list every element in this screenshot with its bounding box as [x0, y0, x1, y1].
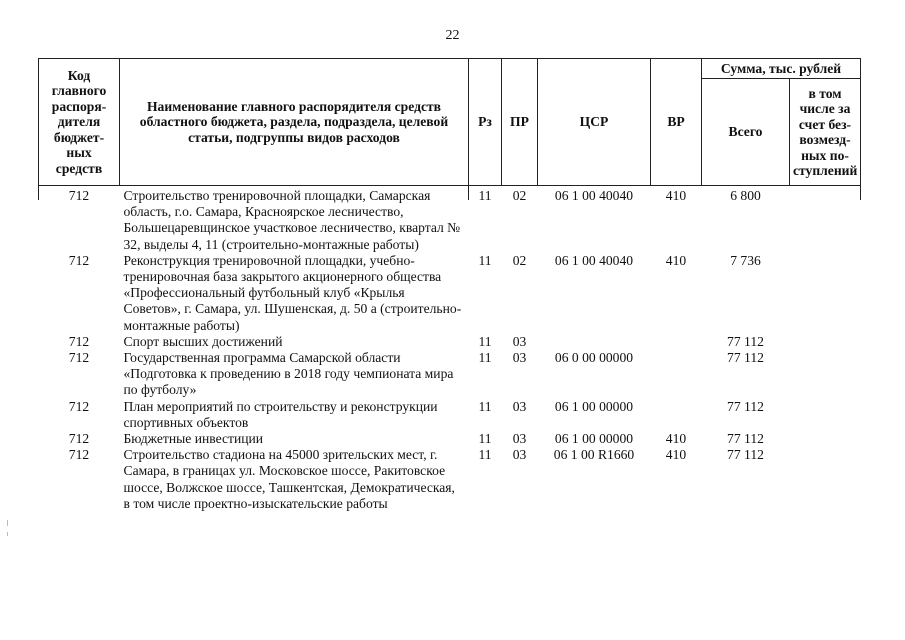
- cell-name: Реконструкция тренировочной площадки, учебно-тренировочная база закрытого акционерного общества «Профессиональный футбольный клуб «Крылья Советов», г. Самара, ул. Шушенская, д. 50 а (строительно-монтажные работы): [123, 252, 462, 333]
- page-number: 22: [445, 28, 460, 43]
- cell-rz: 11: [478, 333, 492, 349]
- cell-vr: 410: [665, 252, 687, 268]
- cell-pr: 03: [512, 398, 527, 414]
- cell-rz: 11: [478, 398, 492, 414]
- table-body: [39, 186, 861, 513]
- cell-name: Спорт высших достижений: [123, 333, 283, 349]
- cell-total: 7 736: [730, 252, 761, 268]
- cell-rz: 11: [478, 431, 492, 447]
- cell-code: 712: [68, 188, 90, 203]
- cell-vr: [651, 334, 702, 350]
- cell-gratuitous: [790, 447, 861, 512]
- cell-name: Государственная программа Самарской области «Подготовка к проведению в 2018 году чемпионата мира по футболу»: [123, 350, 454, 398]
- cell-gratuitous: [790, 253, 861, 334]
- column-rule: [38, 184, 39, 200]
- column-rule: [468, 184, 469, 200]
- table-row: [39, 431, 861, 447]
- scan-speck: [7, 520, 8, 526]
- cell-gratuitous: [790, 334, 861, 350]
- header-rz: Рз: [469, 59, 502, 186]
- cell-total: 77 112: [727, 447, 764, 463]
- header-sum-group: Сумма, тыс. рублей: [702, 59, 861, 79]
- cell-code: 712: [68, 252, 90, 268]
- cell-total: 77 112: [727, 350, 764, 366]
- cell-vr: 410: [665, 188, 687, 203]
- cell-total: 77 112: [727, 398, 764, 414]
- cell-code: 712: [68, 398, 90, 414]
- cell-rz: 11: [478, 188, 492, 203]
- header-code: Код главного распоря-дителя бюджет-ных средств: [39, 59, 120, 186]
- cell-csr: 06 1 00 00000: [554, 431, 634, 447]
- table-row: [39, 334, 861, 350]
- cell-vr: [651, 350, 702, 399]
- cell-pr: 02: [512, 188, 527, 203]
- table-row: [39, 399, 861, 431]
- cell-csr: 06 1 00 00000: [554, 398, 634, 414]
- column-rule: [860, 184, 861, 200]
- table-row: [39, 186, 861, 253]
- header-gratuitous: в том числе за счет без-возмезд-ных по-ступлений: [790, 79, 861, 186]
- cell-gratuitous: [790, 399, 861, 431]
- cell-gratuitous: [790, 431, 861, 447]
- cell-vr: 410: [665, 447, 687, 463]
- cell-total: 77 112: [727, 431, 764, 447]
- cell-total: 6 800: [730, 188, 761, 203]
- cell-pr: 03: [512, 350, 527, 366]
- cell-name: Строительство стадиона на 45000 зрительских мест, г. Самара, в границах ул. Московское шоссе, Ракитовское шоссе, Волжское шоссе, Ташкентская, Демократическая, в том числе проектно-изыскательские работы: [123, 447, 455, 511]
- cell-name: Строительство тренировочной площадки, Самарская область, г.о. Самара, Красноярское лесничество, Большецаревщинское участковое лесничество, квартал № 32, выделы 4, 11 (строительно-монтажные работы): [123, 188, 461, 252]
- cell-code: 712: [68, 333, 90, 349]
- cell-csr: 06 1 00 R1660: [553, 447, 635, 463]
- cell-code: 712: [68, 350, 90, 366]
- cell-code: 712: [68, 447, 90, 463]
- table-row: [39, 350, 861, 399]
- cell-pr: 03: [512, 431, 527, 447]
- cell-name: План мероприятий по строительству и реконструкции спортивных объектов: [123, 398, 438, 430]
- scan-speck: [7, 532, 8, 536]
- header-name: Наименование главного распорядителя средств областного бюджета, раздела, подраздела, целевой статьи, подгруппы видов расходов: [120, 59, 469, 186]
- header-pr: ПР: [502, 59, 538, 186]
- table-row: [39, 447, 861, 512]
- header-total: Всего: [702, 79, 790, 186]
- cell-csr: [538, 334, 651, 350]
- cell-pr: 02: [512, 252, 527, 268]
- cell-gratuitous: [790, 350, 861, 399]
- cell-vr: [651, 399, 702, 431]
- table-row: [39, 253, 861, 334]
- cell-total: 77 112: [727, 333, 764, 349]
- cell-rz: 11: [478, 447, 492, 463]
- header-csr: ЦСР: [538, 59, 651, 186]
- cell-gratuitous: [790, 186, 861, 253]
- cell-csr: 06 1 00 40040: [554, 188, 634, 203]
- header-vr: ВР: [651, 59, 702, 186]
- cell-csr: 06 1 00 40040: [554, 252, 634, 268]
- cell-pr: 03: [512, 447, 527, 463]
- cell-rz: 11: [478, 350, 492, 366]
- table-header: [39, 59, 861, 186]
- cell-rz: 11: [478, 252, 492, 268]
- cell-vr: 410: [665, 431, 687, 447]
- budget-table: [38, 58, 861, 512]
- cell-name: Бюджетные инвестиции: [123, 431, 264, 447]
- cell-csr: 06 0 00 00000: [554, 350, 634, 366]
- cell-code: 712: [68, 431, 90, 447]
- cell-pr: 03: [512, 333, 527, 349]
